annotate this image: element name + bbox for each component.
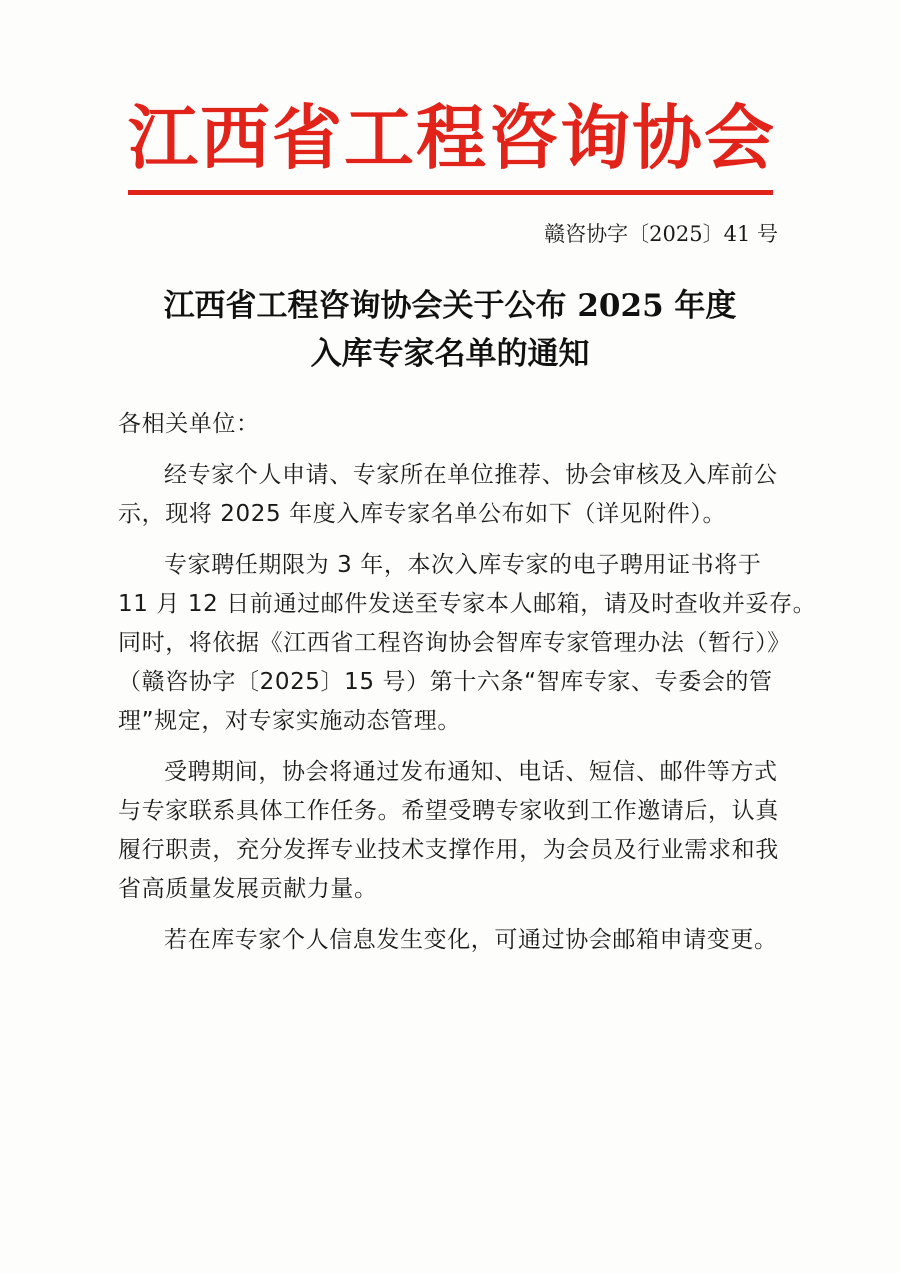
paragraph-line: 经专家个人申请、专家所在单位推荐、协会审核及入库前公: [164, 462, 778, 488]
paragraph-line: 履行职责，充分发挥专业技术支撑作用，为会员及行业需求和我: [118, 837, 779, 863]
paragraph-line: 示，现将 2025 年度入库专家名单公布如下（详见附件）。: [118, 501, 727, 527]
paragraph-line: 与专家联系具体工作任务。希望受聘专家收到工作邀请后，认真: [118, 798, 779, 824]
paragraph-4: [118, 921, 780, 960]
paragraph-line: 同时，将依据《江西省工程咨询协会智库专家管理办法（暂行）》: [118, 630, 791, 656]
document-title-line-2: 入库专家名单的通知: [310, 336, 590, 372]
paragraph-line: 省高质量发展贡献力量。: [118, 876, 378, 902]
paragraph-2: [118, 546, 817, 741]
paragraph-1: [118, 456, 780, 534]
salutation: 各相关单位：: [118, 411, 260, 437]
document-title: [100, 282, 800, 378]
document-number: 赣咨协字〔2025〕41 号: [544, 222, 778, 246]
paragraph-3: [118, 753, 780, 909]
document-title-line-1: 江西省工程咨询协会关于公布 2025 年度: [163, 288, 737, 324]
document-body: [118, 405, 817, 960]
paragraph-line: 若在库专家个人信息发生变化，可通过协会邮箱申请变更。: [164, 927, 778, 953]
paragraph-line: 理”规定，对专家实施动态管理。: [118, 708, 461, 734]
paragraph-line: （赣咨协字〔2025〕15 号）第十六条“智库专家、专委会的管: [118, 669, 773, 695]
letterhead-org-name: 江西省工程咨询协会: [128, 96, 776, 179]
letterhead-red-line: [128, 190, 773, 195]
paragraph-line: 受聘期间，协会将通过发布通知、电话、短信、邮件等方式: [164, 759, 778, 785]
paragraph-line: 11 月 12 日前通过邮件发送至专家本人邮箱，请及时查收并妥存。: [118, 591, 817, 617]
paragraph-line: 专家聘任期限为 3 年，本次入库专家的电子聘用证书将于: [164, 552, 762, 578]
